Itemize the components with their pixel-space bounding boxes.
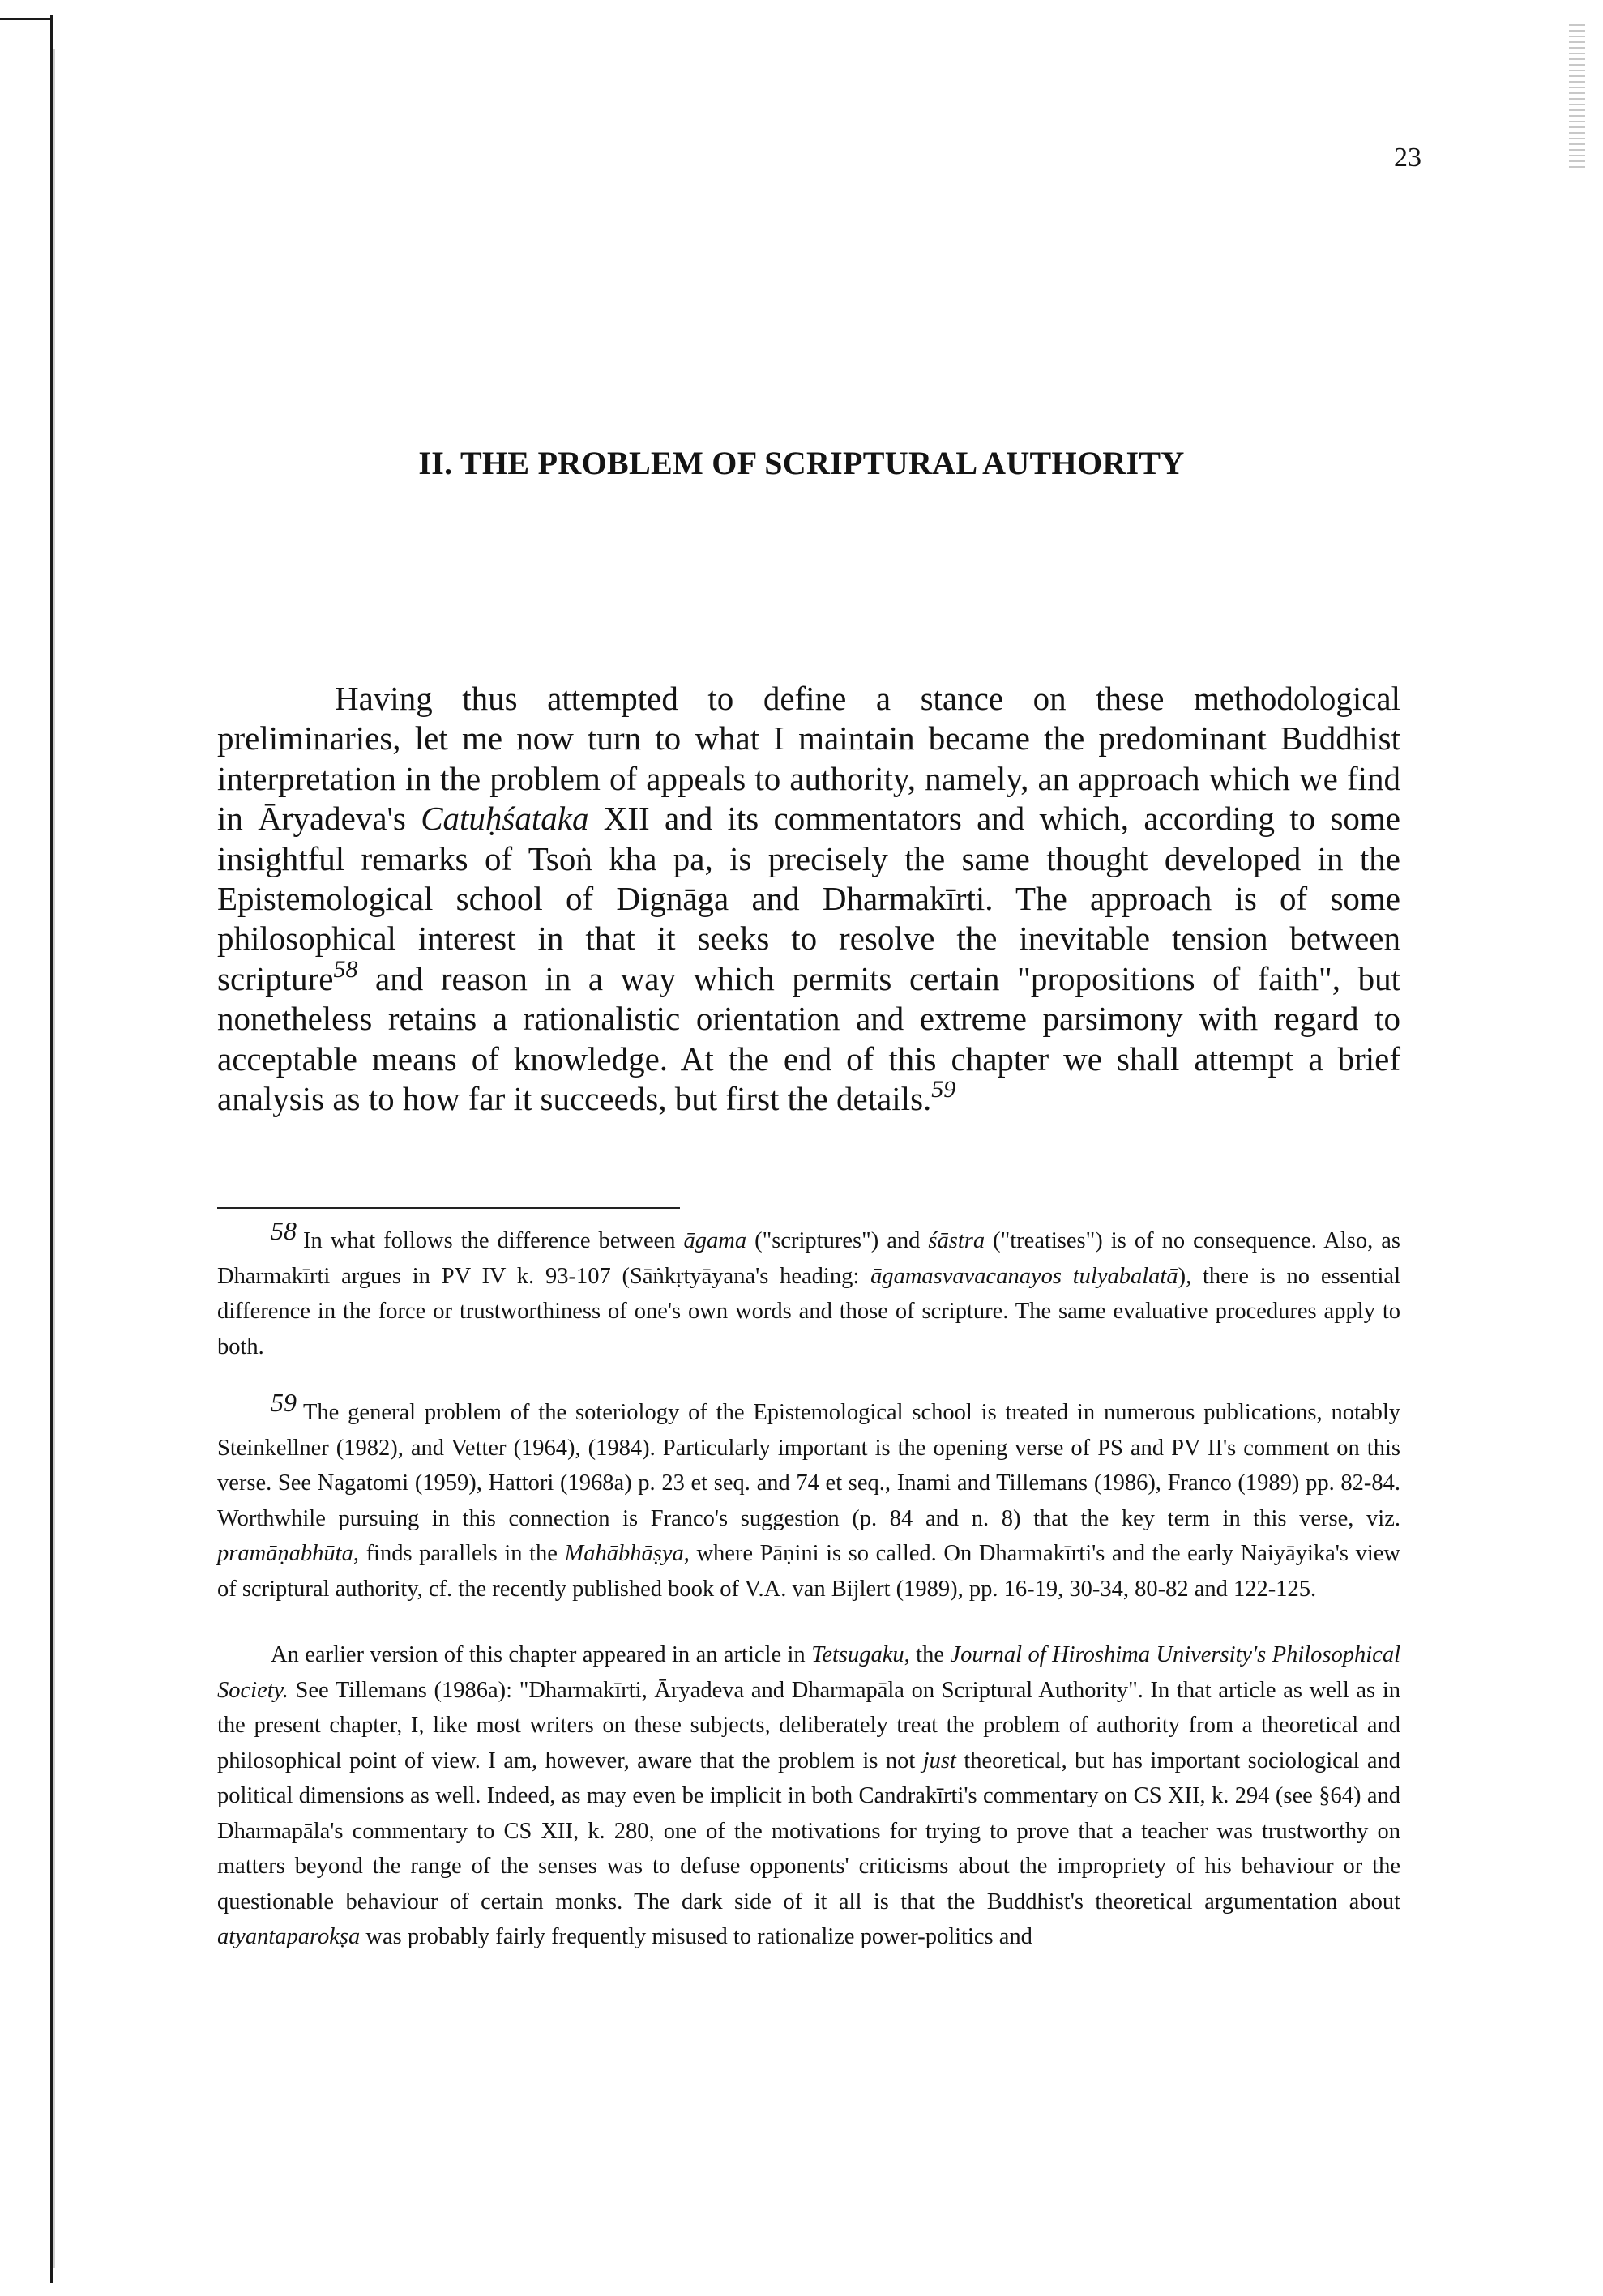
footnote-text: See Tillemans (1986a): "Dharmakīrti, Āryadeva and Dharmapāla on Scriptural Authority". In that article as well as in the present chapter, I, like most writers on these subjects, deliberately treat the problem of authority from a theoretical and philosophical point of view. I am, however, aware that the problem is not	[217, 1677, 1400, 1773]
footnote-text: ("treatises") is of no consequence. Also, as Dharmakīrti argues in PV IV k. 93-107 (Sāṅkṛtyāyana's heading:	[217, 1228, 1400, 1289]
footnote-text: , finds parallels in the	[353, 1541, 565, 1566]
footnote-text-italic: just	[922, 1748, 956, 1773]
footnote-text: The general problem of the soteriology of the Epistemological school is treated in numerous publications, notably Steinkellner (1982), and Vetter (1964), (1984). Particularly important is the opening verse of PS and PV II's comment on this verse. See Nagatomi (1959), Hattori (1968a) p. 23 et seq. and 74 et seq., Inami and Tillemans (1986), Franco (1989) pp. 82-84. Worthwhile pursuing in this connection is Franco's suggestion (p. 84 and n. 8) that the key term in this verse, viz.	[217, 1400, 1400, 1531]
scan-artifact	[1569, 24, 1585, 170]
binding-shadow	[53, 49, 55, 2268]
footnotes	[217, 1216, 1401, 1955]
footnote-text: was probably fairly frequently misused to rationalize power-politics and	[360, 1924, 1032, 1949]
footnote-text-italic: śāstra	[928, 1228, 985, 1253]
footnote-text-italic: āgamasvavacanayos tulyabalatā	[870, 1263, 1178, 1289]
footnote-text: , the	[904, 1642, 951, 1667]
footnote-text: In what follows the difference between	[303, 1228, 684, 1253]
binding-edge-top	[0, 18, 50, 20]
body-text: XII and its commentators and which, according to some insightful remarks of Tsoṅ kha pa, is precisely the same thought developed in the Epistemological school of Dignāga and Dharmakīrti. The approach is of some philosophical interest in that it seeks to resolve the inevitable tension between scripture	[217, 800, 1400, 997]
footnote-text-italic: āgama	[683, 1228, 747, 1253]
footnote-ref-58[interactable]: 58	[333, 955, 358, 983]
footnote-marker-58: 58	[271, 1216, 297, 1245]
footnote-ref-59[interactable]: 59	[931, 1076, 956, 1103]
footnote-text-italic: Mahābhāṣya	[564, 1541, 684, 1566]
footnote-text: ), there is no essential difference in the force or trustworthiness of one's own words and those of scripture. The same evaluative procedures apply to both.	[217, 1263, 1400, 1359]
footnote-text-italic: pramāṇabhūta	[217, 1541, 353, 1566]
page-number: 23	[1394, 143, 1421, 173]
body-text: and reason in a way which permits certain "propositions of faith", but nonetheless retains a rationalistic orientation and extreme parsimony with regard to acceptable means of knowledge. At the end of this chapter we shall attempt a brief analysis as to how far it succeeds, but first the details.	[217, 959, 1400, 1118]
body-text: Having thus attempted to define a stance on these methodological preliminaries, let me now turn to what I maintain became the predominant Buddhist interpretation in the problem of appeals to authority, namely, an approach which we find in Āryadeva's	[217, 680, 1400, 838]
footnote-59	[217, 1388, 1400, 1607]
footnote-text-italic: atyantaparokṣa	[217, 1924, 361, 1949]
footnote-text: An earlier version of this chapter appeared in an article in	[271, 1642, 812, 1667]
binding-edge	[50, 15, 53, 2283]
chapter-title: II. THE PROBLEM OF SCRIPTURAL AUTHORITY	[418, 445, 1185, 481]
footnote-text: theoretical, but has important sociological and political dimensions as well. Indeed, as may even be implicit in both Candrakīrti's commentary on CS XII, k. 294 (see §64) and Dharmapāla's commentary to CS XII, k. 280, one of the motivations for trying to prove that a teacher was trustworthy on matters beyond the range of the senses was to defuse opponents' criticisms about the impropriety of his behaviour or the questionable behaviour of certain monks. The dark side of it all is that the Buddhist's theoretical argumentation about	[217, 1748, 1400, 1914]
footnote-divider	[217, 1207, 680, 1209]
footnote-marker-59: 59	[271, 1388, 297, 1417]
footnote-59-continued	[217, 1637, 1400, 1955]
body-paragraph	[217, 679, 1400, 1119]
footnote-58	[217, 1216, 1400, 1364]
footnote-text: ("scriptures") and	[746, 1228, 929, 1253]
body-text-italic: Catuḥśataka	[421, 800, 589, 838]
footnote-text: , where Pāṇini is so called. On Dharmakīrti's and the early Naiyāyika's view of scriptural authority, cf. the recently published book of V.A. van Bijlert (1989), pp. 16-19, 30-34, 80-82 and 122-125.	[217, 1541, 1400, 1602]
footnote-text-italic: Journal of Hiroshima University's Philosophical Society.	[217, 1642, 1401, 1703]
footnote-text-italic: Tetsugaku	[811, 1642, 904, 1667]
